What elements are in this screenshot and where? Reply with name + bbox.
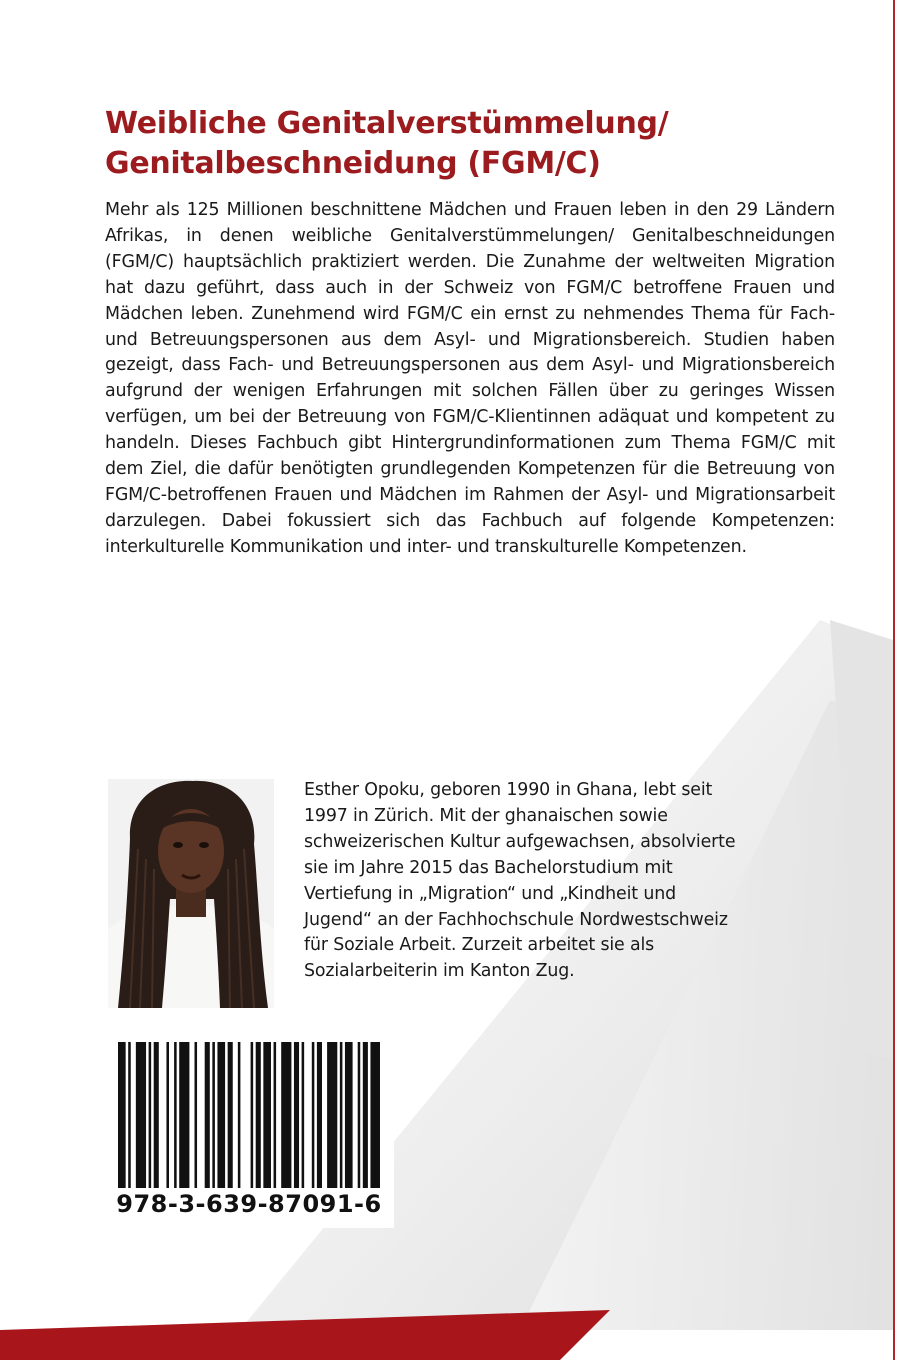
barcode-bar — [195, 1042, 198, 1188]
bio-line: schweizerischen Kultur aufgewachsen, absolvierte — [304, 831, 736, 852]
barcode-bar — [166, 1042, 169, 1188]
barcode-bar — [118, 1042, 126, 1188]
barcode-bar — [205, 1042, 210, 1188]
barcode-bar — [358, 1042, 361, 1188]
bio-line: 1997 in Zürich. Mit der ghanaischen sowie — [304, 805, 668, 826]
barcode-bar — [251, 1042, 254, 1188]
barcode-bar — [294, 1042, 299, 1188]
bio-line: für Soziale Arbeit. Zurzeit arbeitet sie als — [304, 935, 655, 956]
bio-line: Esther Opoku, geboren 1990 in Ghana, lebt seit — [304, 780, 713, 800]
barcode-bar — [274, 1042, 277, 1188]
barcode-bar — [174, 1042, 177, 1188]
barcode-bar — [136, 1042, 146, 1188]
barcode-bar — [263, 1042, 271, 1188]
book-description: Mehr als 125 Millionen beschnittene Mädchen und Frauen leben in den 29 Ländern Afrikas, in denen weibliche Genitalverstümmelungen/ Genitalbeschneidungen (FGM/C) hauptsächlich praktiziert werden. Die Zunahme der weltweiten Migration hat dazu geführt, dass auch in der Schweiz von FGM/C betroffene Frauen und Mädchen leben. Zunehmend wird FGM/C ein ernst zu nehmendes Thema für Fach- und Betreuungspersonen aus dem Asyl- und Migrationsbereich. Studien haben gezeigt, dass Fach- und Betreuungspersonen aus dem Asyl- und Migrationsbereich aufgrund der wenigen Erfahrungen mit solchen Fällen über zu geringes Wissen verfügen, um bei der Betreuung von FGM/C-Klientinnen adäquat und kompetent zu handeln. Dieses Fachbuch gibt Hintergrundinformationen zum Thema FGM/C mit dem Ziel, die dafür benötigten grundlegenden Kompetenzen für die Betreuung von FGM/C-betroffenen Frauen und Mädchen im Rahmen der Asyl- und Migrationsarbeit darzulegen. Dabei fokussiert sich das Fachbuch auf folgende Kompetenzen: interkulturelle Kommunikation und inter- und transkulturelle Kompetenzen. — [105, 200, 835, 557]
barcode-bar — [363, 1042, 368, 1188]
barcode-bar — [327, 1042, 337, 1188]
barcode-bar — [370, 1042, 380, 1188]
barcode-bar — [212, 1042, 215, 1188]
title-line-2: Genitalbeschneidung (FGM/C) — [105, 146, 601, 181]
barcode-bar — [238, 1042, 241, 1188]
author-bio — [304, 778, 824, 985]
barcode-bar — [256, 1042, 261, 1188]
barcode-bar — [217, 1042, 225, 1188]
barcode-bar — [149, 1042, 152, 1188]
bio-line: Jugend“ an der Fachhochschule Nordwestschweiz — [304, 909, 728, 930]
bio-line: sie im Jahre 2015 das Bachelorstudium mit — [304, 857, 673, 878]
barcode-bar — [154, 1042, 159, 1188]
barcode-bar — [340, 1042, 343, 1188]
barcode-bar — [228, 1042, 233, 1188]
barcode-bar — [302, 1042, 305, 1188]
author-photo — [108, 779, 274, 1008]
isbn-number: 978-3-639-87091-6 — [116, 1190, 382, 1218]
barcode-bars — [118, 1042, 380, 1188]
book-title — [105, 104, 865, 184]
edge-accent-line — [893, 0, 895, 1360]
barcode-bar — [312, 1042, 315, 1188]
title-line-1: Weibliche Genitalverstümmelung/ — [105, 106, 669, 141]
bio-line: Vertiefung in „Migration“ und „Kindheit und — [304, 883, 676, 904]
barcode-bar — [317, 1042, 322, 1188]
barcode-bar — [179, 1042, 189, 1188]
barcode-bar — [128, 1042, 131, 1188]
isbn-barcode — [104, 1038, 394, 1228]
bio-line: Sozialarbeiterin im Kanton Zug. — [304, 961, 575, 982]
barcode-bar — [345, 1042, 353, 1188]
barcode-bar — [281, 1042, 291, 1188]
